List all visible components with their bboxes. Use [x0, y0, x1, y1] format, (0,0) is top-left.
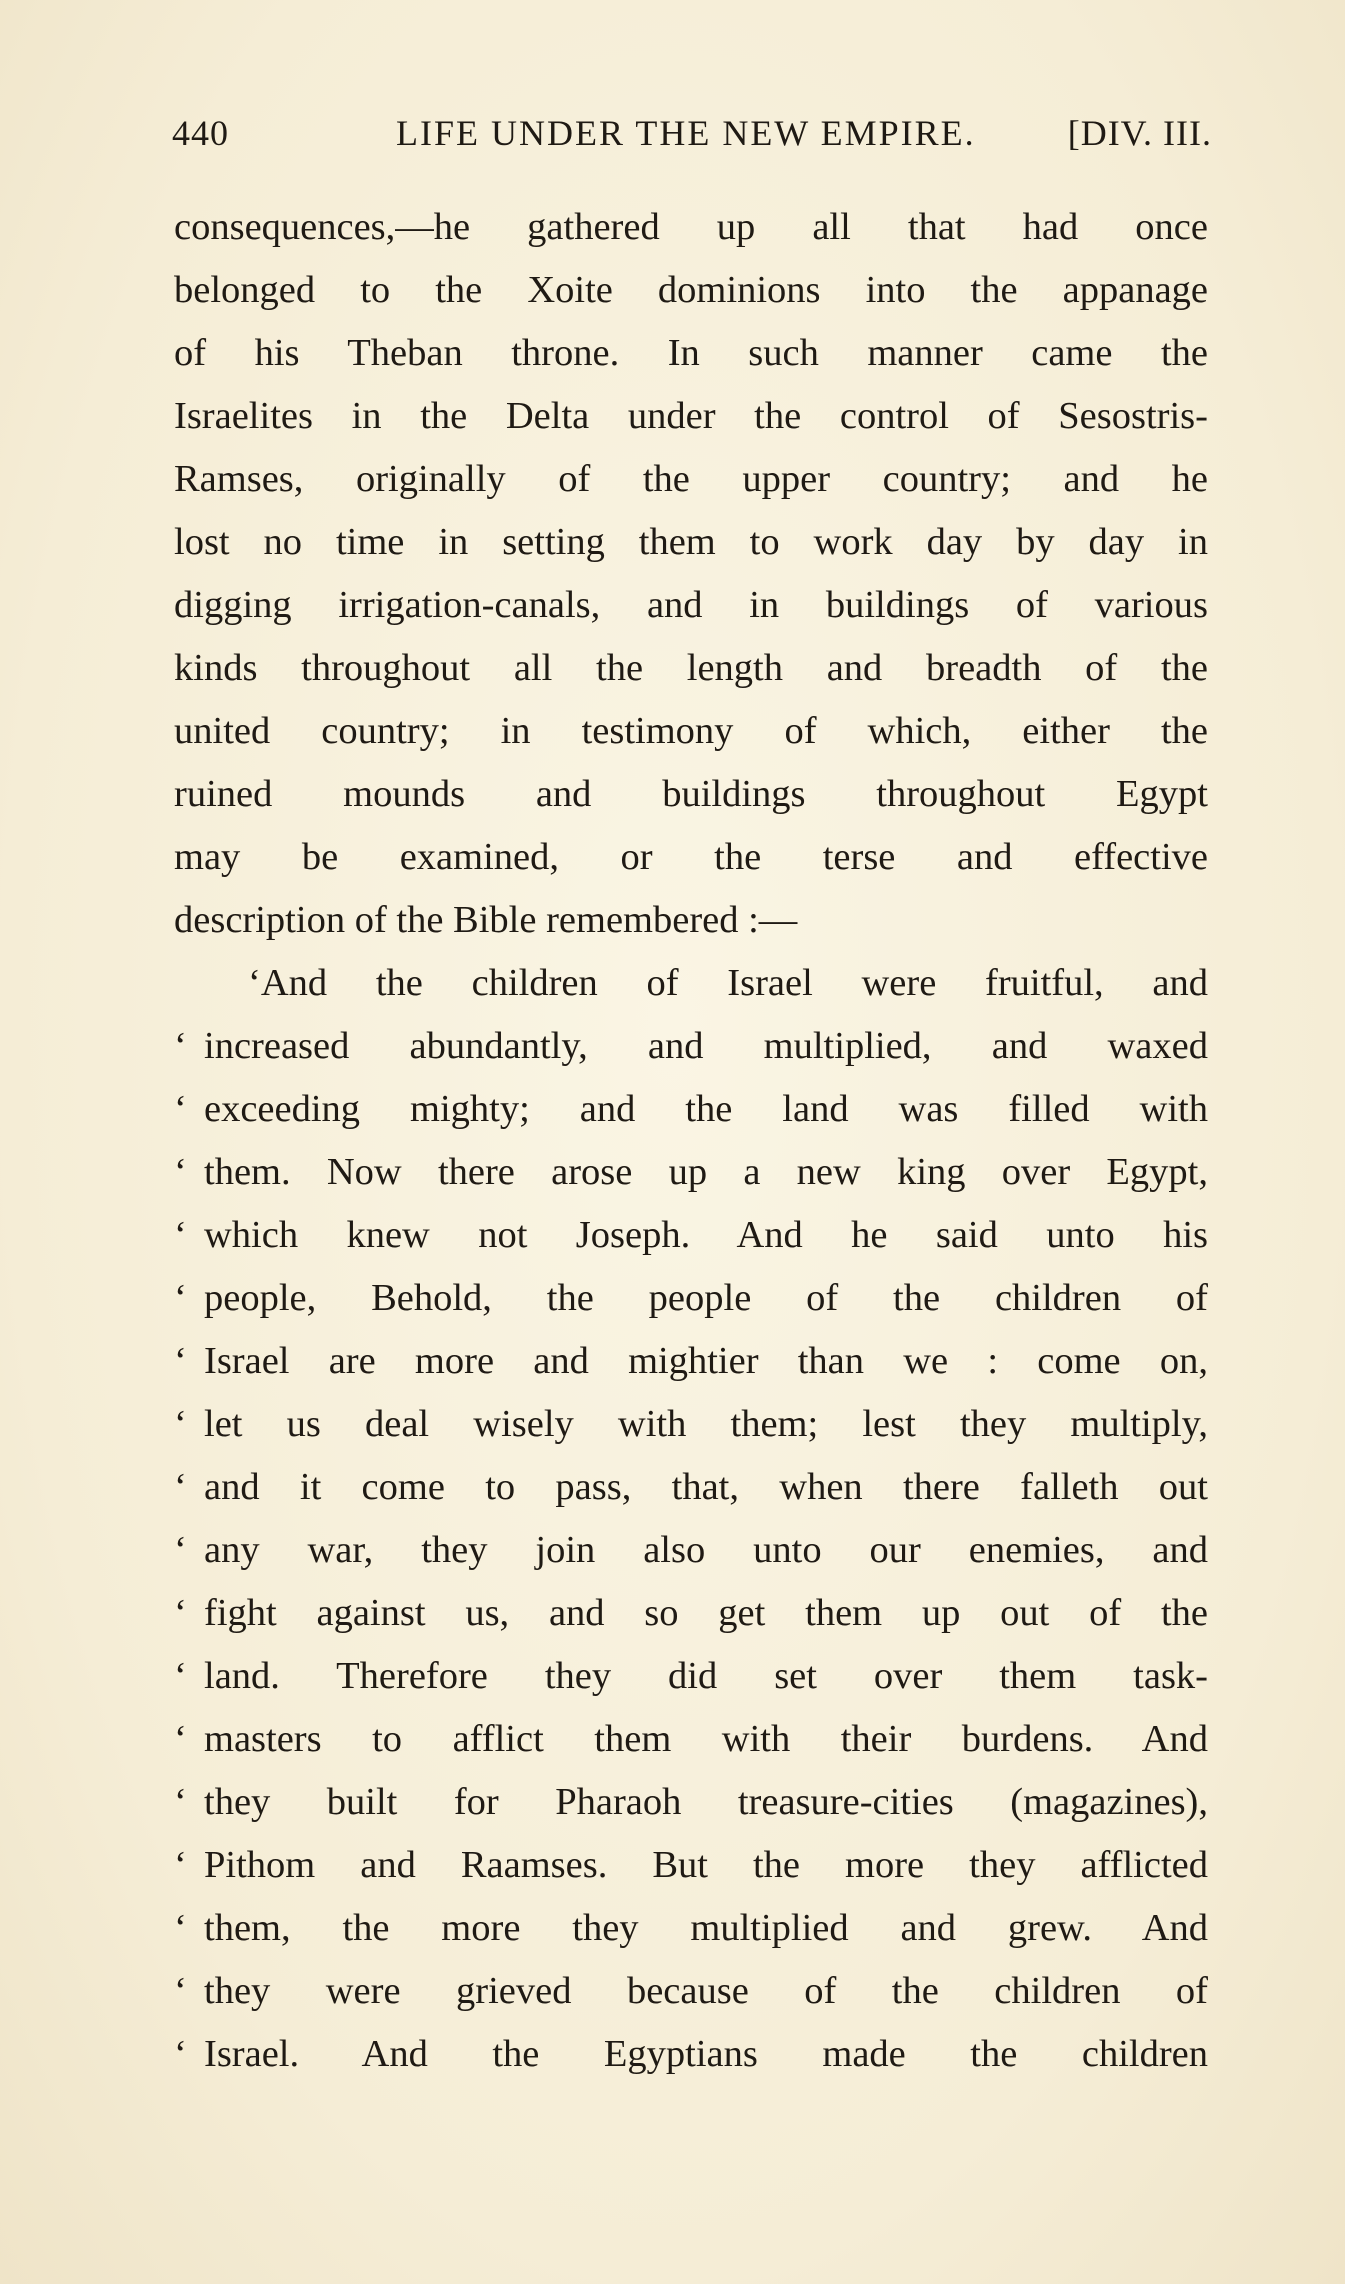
- text-line: belonged to the Xoite dominions into the appanage: [174, 269, 1208, 311]
- quote-mark: ‘: [174, 1907, 187, 1949]
- text-line: lost no time in setting them to work day by day in: [174, 521, 1208, 563]
- running-head: [172, 112, 1212, 168]
- quote-mark: ‘: [174, 1844, 187, 1886]
- quote-text: Pithom and Raamses. But the more they afflicted: [204, 1844, 1208, 1886]
- quote-text: fight against us, and so get them up out of the: [204, 1592, 1208, 1634]
- paragraph: [174, 196, 1208, 952]
- quote-line: [174, 1267, 1208, 1330]
- quote-line-first: ‘And the children of Israel were fruitful, and: [248, 962, 1208, 1004]
- scripture-quotation: [174, 952, 1208, 2086]
- quote-mark: ‘: [174, 1340, 187, 1382]
- text-line: Israelites in the Delta under the control of Sesostris-: [174, 395, 1208, 437]
- quote-line: [174, 1582, 1208, 1645]
- quote-text: increased abundantly, and multiplied, and waxed: [204, 1025, 1208, 1067]
- text-line: ruined mounds and buildings throughout Egypt: [174, 773, 1208, 815]
- quote-text: masters to afflict them with their burdens. And: [204, 1718, 1208, 1760]
- quote-line: [174, 1708, 1208, 1771]
- text-line: digging irrigation-canals, and in buildings of various: [174, 584, 1208, 626]
- quote-text: they were grieved because of the children of: [204, 1970, 1208, 2012]
- quote-text: Israel are more and mightier than we : come on,: [204, 1340, 1208, 1382]
- quote-text: any war, they join also unto our enemies, and: [204, 1529, 1208, 1571]
- quote-mark: ‘: [174, 1655, 187, 1697]
- quote-line: [174, 2023, 1208, 2086]
- quote-mark: ‘: [174, 1529, 187, 1571]
- quote-mark: ‘: [174, 1592, 187, 1634]
- quote-line: [174, 1141, 1208, 1204]
- quote-mark: ‘: [174, 1088, 187, 1130]
- quote-line: [174, 1897, 1208, 1960]
- quote-line: [174, 1960, 1208, 2023]
- quote-line: [174, 1015, 1208, 1078]
- quote-text: let us deal wisely with them; lest they multiply,: [204, 1403, 1208, 1445]
- quote-line: [174, 1204, 1208, 1267]
- quote-mark: ‘: [174, 1466, 187, 1508]
- quote-line: [174, 1645, 1208, 1708]
- quote-text: them, the more they multiplied and grew. And: [204, 1907, 1208, 1949]
- text-line: of his Theban throne. In such manner came the: [174, 332, 1208, 374]
- quote-text: which knew not Joseph. And he said unto his: [204, 1214, 1208, 1256]
- text-line: united country; in testimony of which, either the: [174, 710, 1208, 752]
- text-line: kinds throughout all the length and breadth of the: [174, 647, 1208, 689]
- quote-line: [174, 1078, 1208, 1141]
- quote-mark: ‘: [174, 1403, 187, 1445]
- text-line: description of the Bible remembered :—: [174, 899, 798, 941]
- quote-line: [174, 1393, 1208, 1456]
- quote-text: land. Therefore they did set over them task-: [204, 1655, 1208, 1697]
- quote-text: them. Now there arose up a new king over Egypt,: [204, 1151, 1208, 1193]
- page-number: 440: [172, 113, 229, 153]
- quote-text: people, Behold, the people of the children of: [204, 1277, 1208, 1319]
- quote-mark: ‘: [174, 1151, 187, 1193]
- quote-line: [174, 1771, 1208, 1834]
- quote-line: [174, 1519, 1208, 1582]
- quote-line: [174, 1456, 1208, 1519]
- quote-line: [174, 1330, 1208, 1393]
- quote-mark: ‘: [174, 1718, 187, 1760]
- quote-mark: ‘: [174, 1970, 187, 2012]
- quote-mark: ‘: [174, 1277, 187, 1319]
- text-line: Ramses, originally of the upper country; and he: [174, 458, 1208, 500]
- text-line: may be examined, or the terse and effective: [174, 836, 1208, 878]
- text-line: consequences,—he gathered up all that had once: [174, 206, 1208, 248]
- quote-text: exceeding mighty; and the land was filled with: [204, 1088, 1208, 1130]
- running-title: LIFE UNDER THE NEW EMPIRE.: [396, 113, 976, 153]
- quote-text: and it come to pass, that, when there falleth out: [204, 1466, 1208, 1508]
- quote-text: they built for Pharaoh treasure-cities (magazines),: [204, 1781, 1208, 1823]
- division-label: [DIV. III.: [1067, 113, 1212, 153]
- quote-mark: ‘: [174, 1781, 187, 1823]
- quote-mark: ‘: [174, 1025, 187, 1067]
- quote-mark: ‘: [174, 1214, 187, 1256]
- quote-mark: ‘: [174, 2033, 187, 2075]
- quote-line: [174, 1834, 1208, 1897]
- body-text: [174, 196, 1208, 2086]
- quote-text: Israel. And the Egyptians made the children: [204, 2033, 1208, 2075]
